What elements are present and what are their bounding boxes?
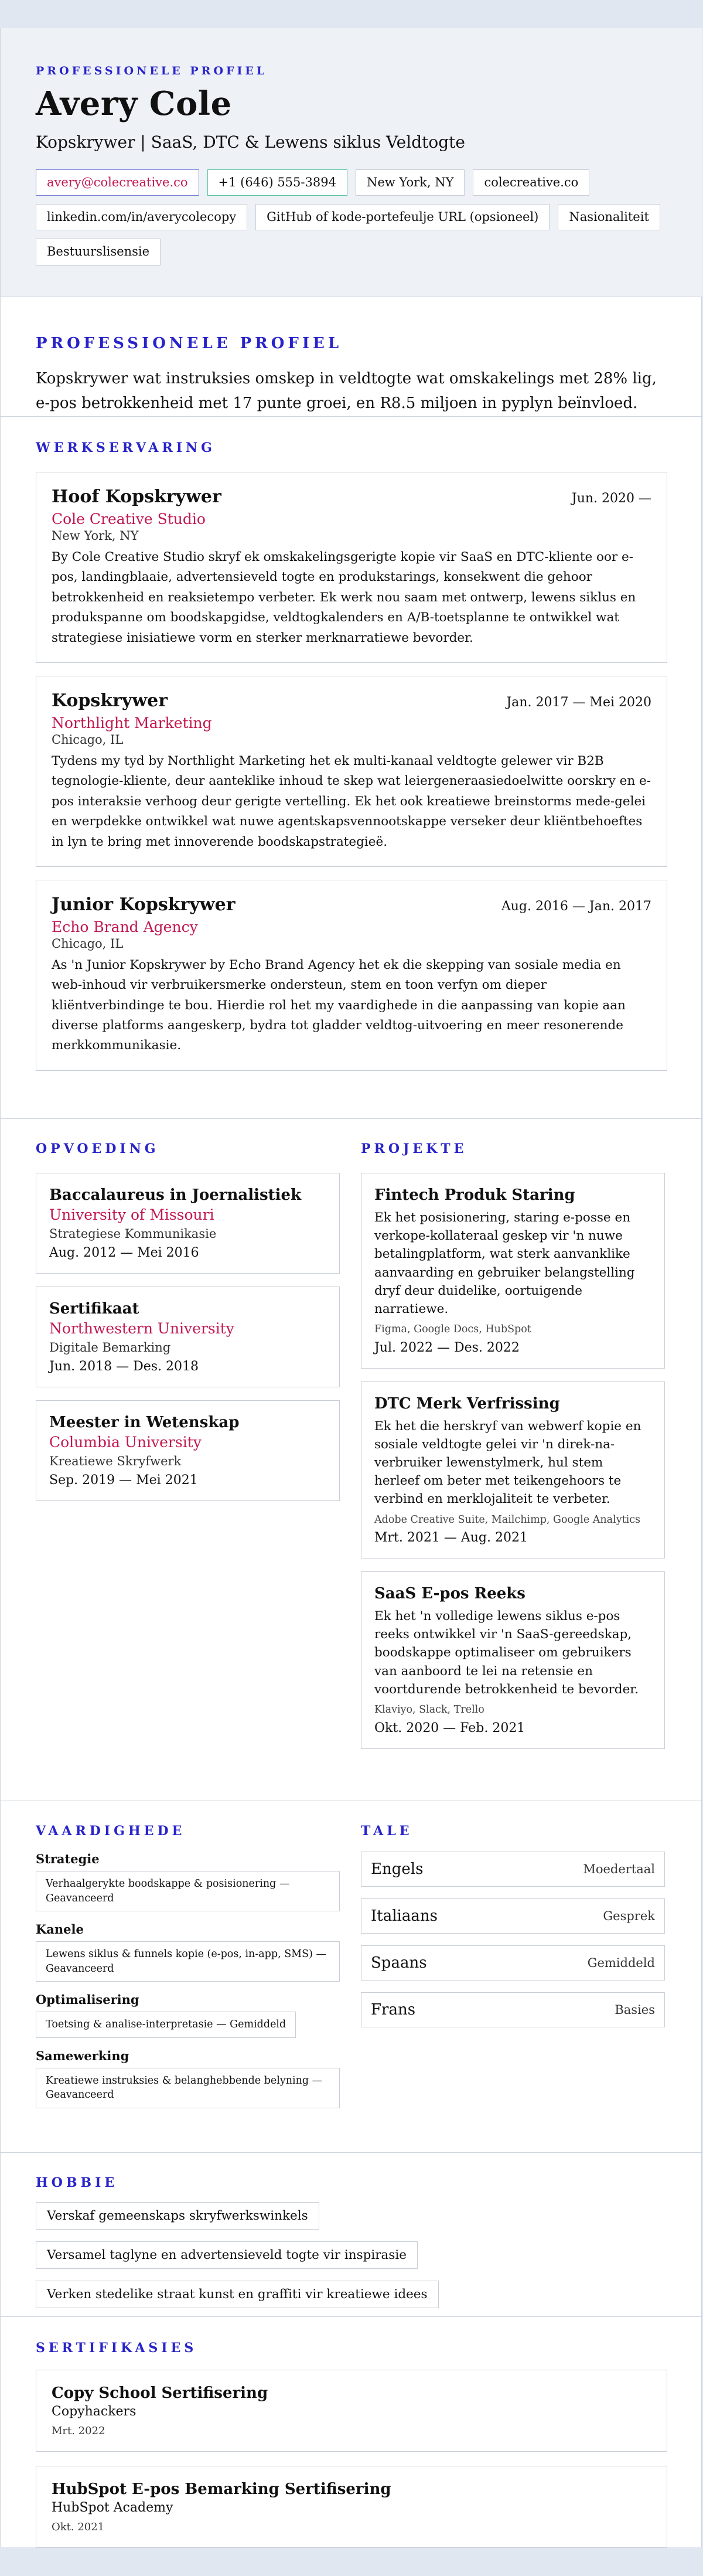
certification-name: HubSpot E-pos Bemarking Sertifisering bbox=[52, 2480, 391, 2498]
skills-heading: VAARDIGHEDE bbox=[36, 1823, 186, 1839]
languages-column bbox=[361, 1823, 665, 2152]
education-card bbox=[36, 1287, 340, 1387]
job-title: Kopskrywer bbox=[52, 690, 168, 711]
project-dates: Jul. 2022 — Des. 2022 bbox=[374, 1340, 520, 1355]
language-level: Moedertaal bbox=[583, 1862, 655, 1876]
degree-title: Baccalaureus in Joernalistiek bbox=[49, 1186, 302, 1204]
skill-value: Lewens siklus & funnels kopie (e-pos, in-app, SMS) — Geavanceerd bbox=[36, 1941, 340, 1982]
projects-column bbox=[361, 1141, 665, 1801]
study-field: Strategiese Kommunikasie bbox=[49, 1227, 217, 1241]
language-row bbox=[361, 1992, 665, 2027]
degree-title: Sertifikaat bbox=[49, 1300, 139, 1318]
certification-issuer: HubSpot Academy bbox=[52, 2500, 173, 2515]
candidate-name: Avery Cole bbox=[36, 84, 232, 123]
education-heading: OPVOEDING bbox=[36, 1141, 159, 1156]
language-level: Gesprek bbox=[603, 1909, 655, 1923]
language-name: Spaans bbox=[371, 1954, 427, 1972]
email-link[interactable]: avery@colecreative.co bbox=[36, 169, 199, 196]
certification-card bbox=[36, 2466, 667, 2548]
hobby-item: Verken stedelike straat kunst en graffiti vir kreatiewe idees bbox=[36, 2281, 439, 2308]
project-name: SaaS E-pos Reeks bbox=[374, 1585, 525, 1603]
job-dates: Jan. 2017 — Mei 2020 bbox=[506, 695, 651, 710]
study-field: Kreatiewe Skryfwerk bbox=[49, 1454, 182, 1468]
school-name: Northwestern University bbox=[49, 1320, 234, 1337]
education-dates: Aug. 2012 — Mei 2016 bbox=[49, 1246, 199, 1260]
header-kicker: PROFESSIONELE PROFIEL bbox=[36, 64, 268, 77]
education-projects-section bbox=[1, 1118, 702, 1801]
education-column bbox=[36, 1141, 340, 1801]
summary-text: Kopskrywer wat instruksies omskep in veldtogte wat omskakelings met 28% lig, e-pos betrokkenheid met 17 punte groei, en R8.5 miljoen in pyplyn beïnvloed. bbox=[36, 370, 657, 413]
certification-card bbox=[36, 2370, 667, 2452]
phone-link[interactable]: +1 (646) 555-3894 bbox=[207, 169, 347, 196]
nationality-chip: Nasionaliteit bbox=[558, 204, 660, 230]
contact-chips bbox=[36, 169, 674, 266]
project-name: DTC Merk Verfrissing bbox=[374, 1394, 560, 1413]
job-company: Cole Creative Studio bbox=[52, 511, 206, 528]
project-name: Fintech Produk Staring bbox=[374, 1186, 575, 1204]
job-title: Hoof Kopskrywer bbox=[52, 486, 221, 507]
location-chip: New York, NY bbox=[356, 169, 465, 196]
job-description: Tydens my tyd by Northlight Marketing het ek multi-kanaal veldtogte gelewer vir B2B tegnologie-kliente, deur aanteklike inhoud te skep wat leiergeneraasiedoelwitte oorskry en e-pos interaksie verhoog deur gerigte vertelling. Ek het ook kreatiewe breinstorms mede-gelei en werpdekke ontwikkel wat nuwe agentskapsvennootskappe verseker deur kliëntbehoeftes in lyn te bring met innoverende boodskapstrategieë. bbox=[52, 753, 651, 849]
project-tools: Klaviyo, Slack, Trello bbox=[374, 1704, 484, 1716]
skill-value: Toetsing & analise-interpretasie — Gemiddeld bbox=[36, 2012, 296, 2038]
education-dates: Jun. 2018 — Des. 2018 bbox=[49, 1359, 199, 1374]
experience-section bbox=[1, 416, 702, 1118]
skill-group-name: Optimalisering bbox=[36, 1992, 139, 2007]
hobby-item: Versamel taglyne en advertensieveld togte vir inspirasie bbox=[36, 2241, 418, 2269]
job-dates: Aug. 2016 — Jan. 2017 bbox=[501, 899, 651, 914]
job-company: Echo Brand Agency bbox=[52, 918, 198, 935]
github-chip: GitHub of kode-portefeulje URL (opsioneel) bbox=[255, 204, 550, 230]
project-tools: Figma, Google Docs, HubSpot bbox=[374, 1323, 531, 1336]
projects-heading: PROJEKTE bbox=[361, 1141, 467, 1156]
skill-group-name: Kanele bbox=[36, 1922, 84, 1937]
certification-date: Mrt. 2022 bbox=[52, 2425, 105, 2437]
languages-heading: TALE bbox=[361, 1823, 413, 1839]
skill-value: Verhaalgerykte boodskappe & posisionering — Geavanceerd bbox=[36, 1871, 340, 1911]
school-name: Columbia University bbox=[49, 1434, 202, 1451]
experience-heading: WERKSERVARING bbox=[36, 440, 216, 455]
job-location: Chicago, IL bbox=[52, 732, 124, 747]
language-row bbox=[361, 1898, 665, 1934]
hobbies-section bbox=[1, 2152, 702, 2316]
certification-date: Okt. 2021 bbox=[52, 2521, 105, 2533]
skills-column bbox=[36, 1823, 340, 2152]
study-field: Digitale Bemarking bbox=[49, 1340, 171, 1355]
project-card bbox=[361, 1173, 665, 1369]
summary-section bbox=[1, 297, 702, 416]
language-name: Engels bbox=[371, 1860, 424, 1878]
resume-header bbox=[1, 28, 702, 297]
language-name: Frans bbox=[371, 2001, 416, 2019]
project-dates: Mrt. 2021 — Aug. 2021 bbox=[374, 1530, 528, 1546]
project-card bbox=[361, 1571, 665, 1748]
job-company: Northlight Marketing bbox=[52, 714, 212, 731]
job-title: Junior Kopskrywer bbox=[52, 894, 236, 915]
certification-issuer: Copyhackers bbox=[52, 2404, 136, 2419]
project-description: Ek het posisionering, staring e-posse en verkope-kollateraal geskep vir 'n nuwe betalingplatform, wat sterk aanvanklike aanvaarding en gebruiker belangstelling dryf deur duidelike, oortuigende narratiewe. bbox=[374, 1210, 635, 1316]
linkedin-chip: linkedin.com/in/averycolecopy bbox=[36, 204, 247, 230]
education-card bbox=[36, 1173, 340, 1274]
education-dates: Sep. 2019 — Mei 2021 bbox=[49, 1473, 198, 1488]
job-card bbox=[36, 676, 667, 867]
job-location: Chicago, IL bbox=[52, 936, 124, 951]
hobbies-heading: HOBBIE bbox=[36, 2175, 118, 2190]
job-card bbox=[36, 472, 667, 663]
language-row bbox=[361, 1945, 665, 1981]
project-description: Ek het 'n volledige lewens siklus e-pos reeks ontwikkel vir 'n SaaS-gereedskap, boodskappe optimaliseer om gebruikers van aanboord te lei na retensie en voortdurende betrokkenheid te bevorder. bbox=[374, 1609, 639, 1697]
language-level: Gemiddeld bbox=[587, 1956, 655, 1970]
candidate-subtitle: Kopskrywer | SaaS, DTC & Lewens siklus Veldtogte bbox=[36, 132, 465, 152]
hobby-item: Verskaf gemeenskaps skryfwerkswinkels bbox=[36, 2202, 319, 2230]
skill-group-name: Strategie bbox=[36, 1852, 100, 1866]
certifications-section bbox=[1, 2316, 702, 2547]
degree-title: Meester in Wetenskap bbox=[49, 1414, 240, 1431]
school-name: University of Missouri bbox=[49, 1206, 214, 1223]
language-name: Italiaans bbox=[371, 1907, 438, 1925]
certification-name: Copy School Sertifisering bbox=[52, 2384, 268, 2402]
project-description: Ek het die herskryf van webwerf kopie en sosiale veldtogte gelei vir 'n direk-na-verbruiker lewenstylmerk, hul stem herleef om beter met teikengehoors te verbind en merklojaliteit te verbeter. bbox=[374, 1418, 641, 1507]
skills-languages-section bbox=[1, 1801, 702, 2152]
language-level: Basies bbox=[615, 2003, 655, 2017]
job-card bbox=[36, 880, 667, 1071]
skill-value: Kreatiewe instruksies & belanghebbende belyning — Geavanceerd bbox=[36, 2068, 340, 2108]
language-row bbox=[361, 1852, 665, 1887]
education-card bbox=[36, 1400, 340, 1501]
certifications-heading: SERTIFIKASIES bbox=[36, 2340, 197, 2356]
project-tools: Adobe Creative Suite, Mailchimp, Google Analytics bbox=[374, 1513, 640, 1526]
project-card bbox=[361, 1381, 665, 1558]
job-description: As 'n Junior Kopskrywer by Echo Brand Agency het ek die skepping van sosiale media en web-inhoud vir verbruikersmerke ondersteun, stem en toon verfyn om dieper kliëntverbindinge te bou. Hierdie rol het my vaardighede in die aanpassing van kopie aan diverse platforms aangeskerp, bydra tot gladder veldtog-uitvoering en meer resonerende merkkommunikasie. bbox=[52, 957, 626, 1053]
summary-heading: PROFESSIONELE PROFIEL bbox=[36, 335, 343, 352]
skill-group-name: Samewerking bbox=[36, 2048, 129, 2063]
resume-page bbox=[0, 28, 702, 2547]
license-chip: Bestuurslisensie bbox=[36, 239, 161, 265]
job-location: New York, NY bbox=[52, 529, 139, 543]
project-dates: Okt. 2020 — Feb. 2021 bbox=[374, 1720, 525, 1736]
job-description: By Cole Creative Studio skryf ek omskakelingsgerigte kopie vir SaaS en DTC-kliente oor e-pos, landingblaaie, advertensieveld togte en produkstarings, konsekwent die gehoor betrokkenheid en reaksietempo verbeter. Ek werk nou saam met ontwerp, lewens siklus en produkspanne om boodskapgidse, veldtogkalenders en A/B-toetsplanne te ontwikkel wat strategiese inisiatiewe vorm en sterker merknarratiewe bevorder. bbox=[52, 550, 636, 645]
website-chip: colecreative.co bbox=[473, 169, 589, 196]
job-dates: Jun. 2020 — bbox=[571, 491, 651, 506]
